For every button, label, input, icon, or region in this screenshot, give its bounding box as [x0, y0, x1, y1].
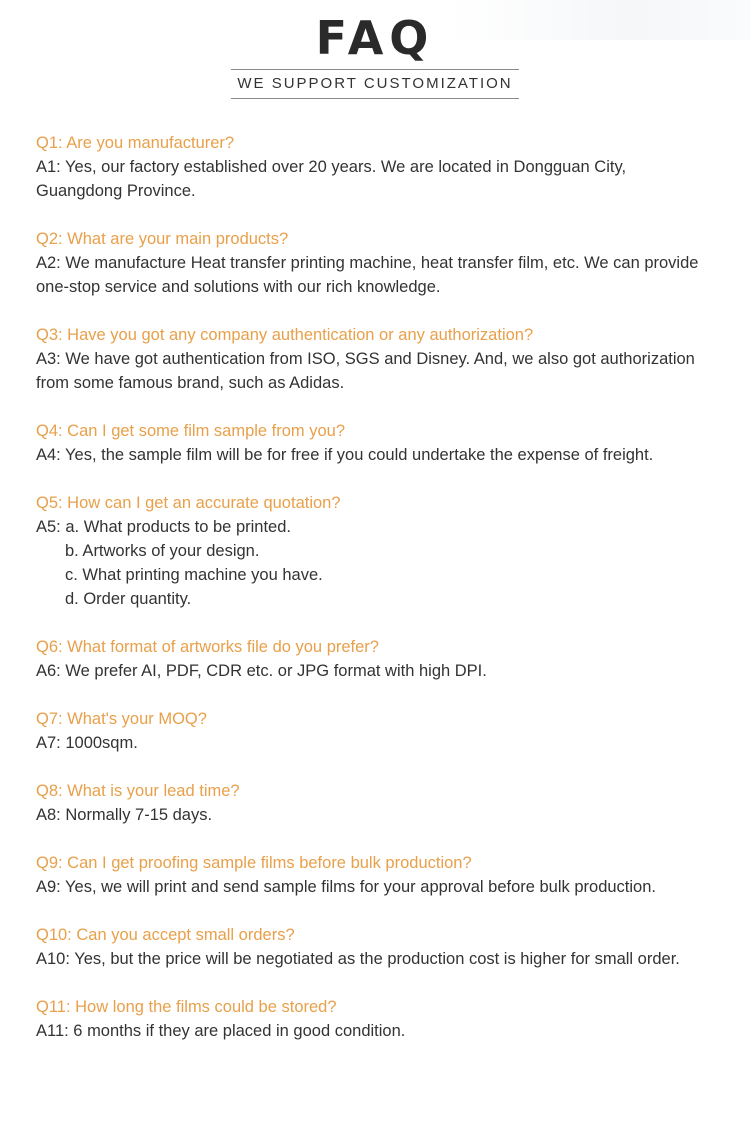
- faq-answer: A1: Yes, our factory established over 20 years. We are located in Dongguan City, Guangdong Province.: [36, 158, 627, 200]
- faq-answer: A4: Yes, the sample film will be for free if you could undertake the expense of freight.: [36, 446, 654, 464]
- faq-question: Q2: What are your main products?: [36, 230, 289, 248]
- faq-answer: A10: Yes, but the price will be negotiated as the production cost is higher for small order.: [36, 950, 680, 968]
- faq-item-6: [36, 635, 716, 683]
- faq-item-9: [36, 851, 716, 899]
- faq-question: Q9: Can I get proofing sample films before bulk production?: [36, 854, 472, 872]
- faq-question: Q3: Have you got any company authentication or any authorization?: [36, 326, 534, 344]
- faq-answer: A7: 1000sqm.: [36, 734, 138, 752]
- page-title: FAQ: [315, 11, 435, 65]
- faq-question: Q5: How can I get an accurate quotation?: [36, 494, 341, 512]
- faq-item-7: [36, 707, 716, 755]
- subtitle-banner: [231, 69, 519, 99]
- faq-question: Q1: Are you manufacturer?: [36, 134, 235, 152]
- faq-answer: A2: We manufacture Heat transfer printing machine, heat transfer film, etc. We can provide one-stop service and solutions with our rich knowledge.: [36, 254, 699, 296]
- faq-answer: A9: Yes, we will print and send sample films for your approval before bulk production.: [36, 878, 656, 896]
- faq-question: Q8: What is your lead time?: [36, 782, 240, 800]
- faq-answer: [36, 515, 716, 611]
- faq-item-11: [36, 995, 716, 1043]
- faq-item-3: [36, 323, 716, 395]
- faq-answer: A8: Normally 7-15 days.: [36, 806, 213, 824]
- faq-item-4: [36, 419, 716, 467]
- page-subtitle: WE SUPPORT CUSTOMIZATION: [237, 75, 513, 92]
- faq-question: Q4: Can I get some film sample from you?: [36, 422, 346, 440]
- page-header: [0, 8, 750, 68]
- faq-item-2: [36, 227, 716, 299]
- faq-item-8: [36, 779, 716, 827]
- faq-item-10: [36, 923, 716, 971]
- faq-item-1: [36, 131, 716, 203]
- faq-answer-list-item: d. Order quantity.: [65, 590, 192, 608]
- faq-answer-list-item: c. What printing machine you have.: [65, 566, 323, 584]
- faq-question: Q11: How long the films could be stored?: [36, 998, 337, 1016]
- faq-answer: A3: We have got authentication from ISO, SGS and Disney. And, we also got authorization from some famous brand, such as Adidas.: [36, 350, 695, 392]
- faq-question: Q6: What format of artworks file do you prefer?: [36, 638, 379, 656]
- faq-question: Q10: Can you accept small orders?: [36, 926, 295, 944]
- faq-question: Q7: What's your MOQ?: [36, 710, 207, 728]
- faq-answer: A6: We prefer AI, PDF, CDR etc. or JPG format with high DPI.: [36, 662, 487, 680]
- faq-list: [36, 131, 716, 1067]
- faq-item-5: [36, 491, 716, 611]
- faq-answer: A11: 6 months if they are placed in good condition.: [36, 1022, 406, 1040]
- faq-answer-list-item: b. Artworks of your design.: [65, 542, 260, 560]
- faq-answer-line: A5: a. What products to be printed.: [36, 518, 291, 536]
